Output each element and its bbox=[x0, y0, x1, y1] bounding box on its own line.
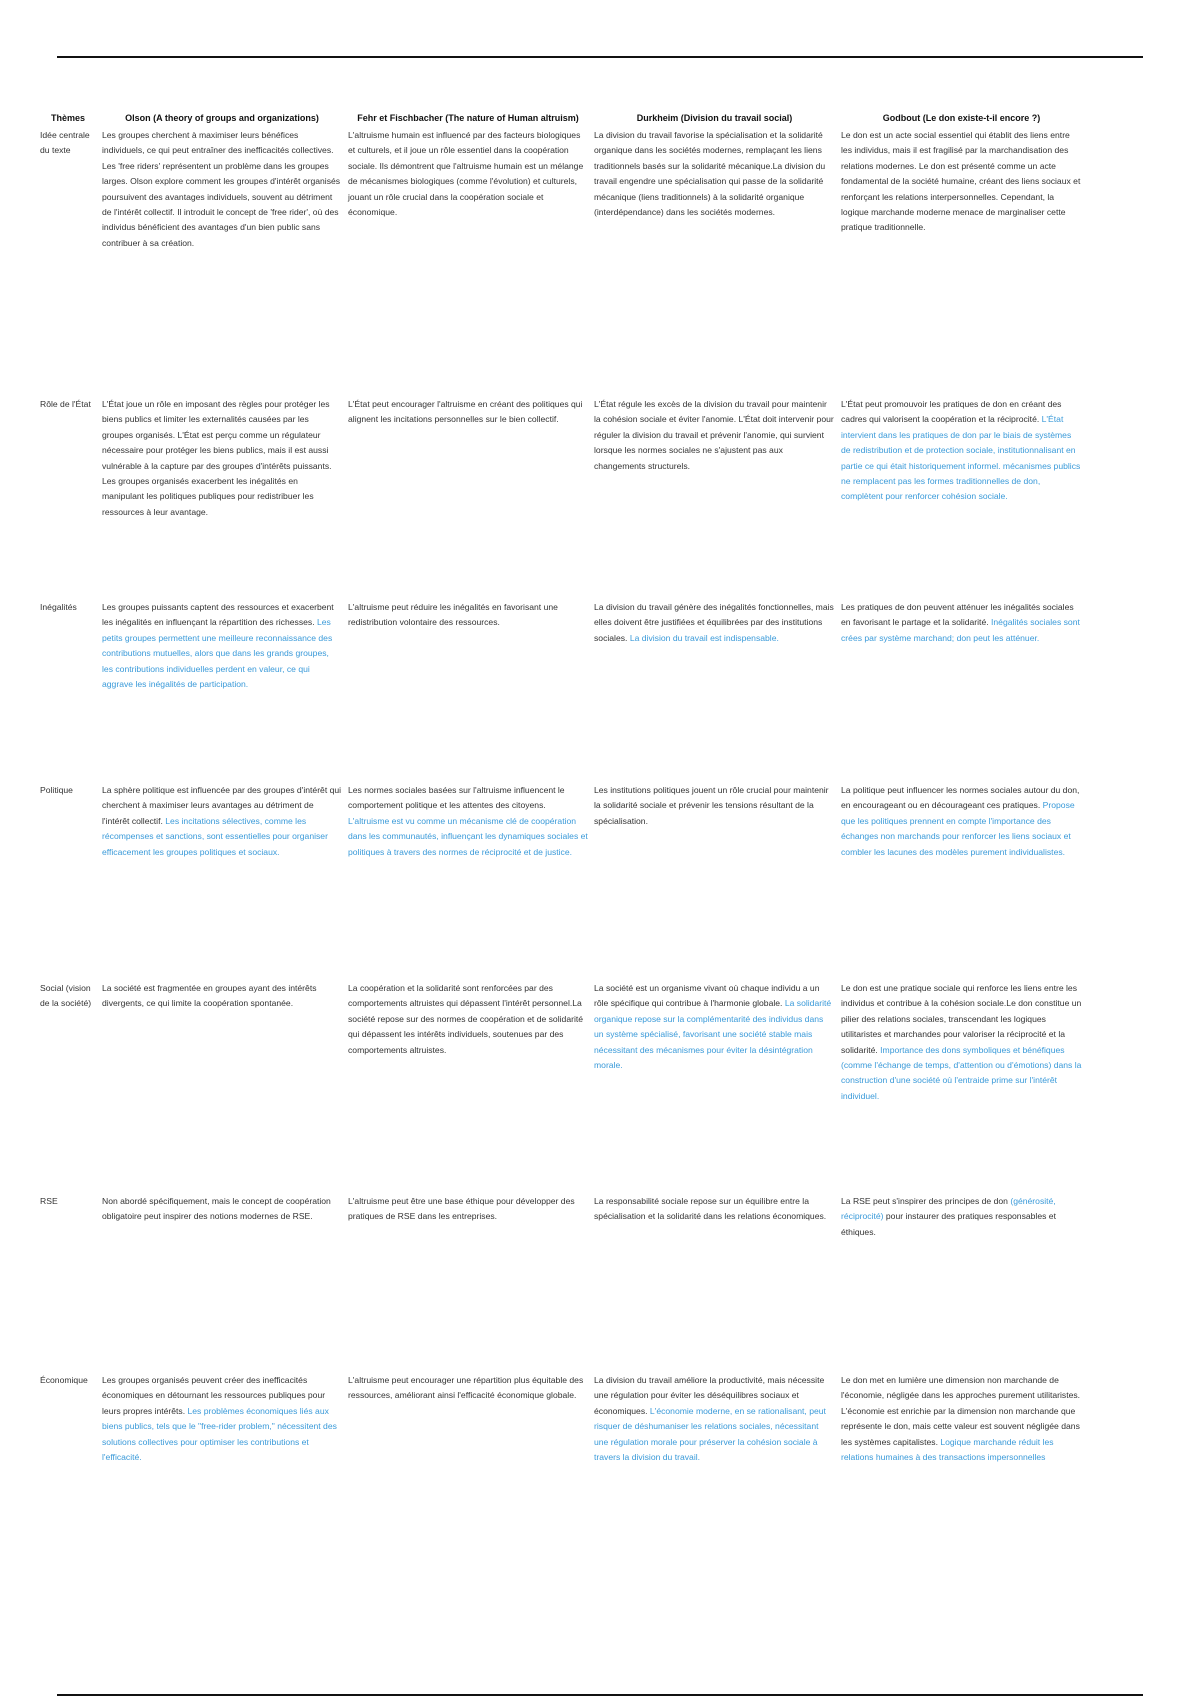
top-rule bbox=[57, 56, 1143, 58]
table-row bbox=[37, 600, 1085, 783]
godbout-cell bbox=[838, 981, 1085, 1194]
cell-text: L'altruisme peut encourager une répartition plus équitable des ressources, améliorant ainsi l'efficacité économique globale. bbox=[348, 1375, 584, 1401]
cell-text: L'État régule les excès de la division du travail pour maintenir la cohésion sociale et éviter l'anomie. L'État doit intervenir pour réguler la division du travail et prévenir l'anomie, qui survient lorsque les normes sociales ne s'ajustent pas aux changements structurels. bbox=[594, 399, 834, 471]
header-fehr: Fehr et Fischbacher (The nature of Human altruism) bbox=[357, 113, 579, 123]
theme-cell: Économique bbox=[40, 1375, 88, 1385]
cell-note: La solidarité organique repose sur la complémentarité des individus dans un système spécialisé, favorisant une société stable mais nécessitant des mécanismes pour éviter la désintégration morale. bbox=[594, 998, 832, 1071]
cell-note: Les problèmes économiques liés aux biens publics, tels que le "free-rider problem," nécessitent des solutions collectives pour optimiser les contributions et l'efficacité. bbox=[102, 1405, 337, 1463]
cell-text: Le don est une pratique sociale qui renforce les liens entre les individus et contribue à la cohésion sociale.Le don constitue un pilier des relations sociales, transcendant les logiques utilitaristes et marchandes pour valoriser la réciprocité et la solidarité. bbox=[841, 983, 1082, 1055]
durkheim-cell bbox=[591, 1194, 838, 1373]
cell-note: L'économie moderne, en se rationalisant, peut risquer de déshumaniser les relations sociales, nécessitant une régulation morale pour préserver la cohésion sociale à travers la division du travail. bbox=[594, 1405, 826, 1463]
godbout-cell bbox=[838, 397, 1085, 600]
cell-tail: pour instaurer des pratiques responsables et éthiques. bbox=[841, 1211, 1056, 1237]
fehr-cell bbox=[345, 1194, 591, 1373]
cell-note: Les petits groupes permettent une meilleure reconnaissance des contributions mutuelles, alors que dans les grands groupes, les contributions individuelles perdent en valeur, ce qui aggrave les inégalités de participation. bbox=[102, 617, 333, 690]
godbout-cell bbox=[838, 1373, 1085, 1543]
cell-text: Non abordé spécifiquement, mais le concept de coopération obligatoire peut inspirer des notions modernes de RSE. bbox=[102, 1196, 331, 1222]
godbout-cell bbox=[838, 600, 1085, 783]
cell-text: L'État peut encourager l'altruisme en créant des politiques qui alignent les incitations personnelles sur le bien collectif. bbox=[348, 399, 583, 425]
cell-text: L'État peut promouvoir les pratiques de don en créant des cadres qui valorisent la coopération et la réciprocité. bbox=[841, 399, 1062, 425]
cell-text: Les institutions politiques jouent un rôle crucial pour maintenir la solidarité sociale et prévenir les tensions résultant de la spécialisation. bbox=[594, 785, 829, 826]
fehr-cell bbox=[345, 397, 591, 600]
table-row bbox=[37, 1373, 1085, 1543]
table-row bbox=[37, 397, 1085, 600]
theme-cell: Rôle de l'État bbox=[40, 399, 91, 409]
header-godbout: Godbout (Le don existe-t-il encore ?) bbox=[882, 113, 1041, 123]
cell-note: L'État intervient dans les pratiques de don par le biais de systèmes de redistribution et de protection sociale, institutionnalisant en partie ce qui était historiquement informel. mécanismes publics ne remplacent pas les formes traditionnelles de don, complètent pour renforcer cohésion sociale. bbox=[841, 414, 1081, 502]
table-row bbox=[37, 981, 1085, 1194]
cell-note: L'altruisme est vu comme un mécanisme clé de coopération dans les communautés, influençant les dynamiques sociales et politiques à travers des normes de réciprocité et de justice. bbox=[348, 815, 588, 857]
cell-text: La division du travail favorise la spécialisation et la solidarité organique dans les sociétés modernes, remplaçant les liens traditionnels basés sur la solidarité mécanique.La division du travail engendre une spécialisation qui passe de la solidarité mécanique (liens traditionnels) à la solidarité organique (interdépendance) dans les sociétés modernes. bbox=[594, 130, 826, 218]
cell-text: La responsabilité sociale repose sur un équilibre entre la spécialisation et la solidarité dans les relations économiques. bbox=[594, 1196, 827, 1222]
fehr-cell bbox=[345, 600, 591, 783]
cell-text: L'altruisme peut réduire les inégalités en favorisant une redistribution volontaire des ressources. bbox=[348, 602, 558, 628]
header-themes: Thèmes bbox=[50, 113, 85, 123]
olson-cell bbox=[99, 1373, 345, 1543]
durkheim-cell bbox=[591, 1373, 838, 1543]
header-row bbox=[37, 112, 1085, 128]
olson-cell bbox=[99, 128, 345, 397]
cell-note: Inégalités sociales sont crées par système marchand; don peut les atténuer. bbox=[841, 617, 1080, 643]
theme-cell: RSE bbox=[40, 1196, 58, 1206]
cell-text: Le don met en lumière une dimension non marchande de l'économie, négligée dans les approches purement utilitaristes. L'économie est enrichie par la dimension non marchande que représente le don, mais cette valeur est souvent négligée dans les systèmes capitalistes. bbox=[841, 1375, 1081, 1447]
table-row bbox=[37, 128, 1085, 397]
cell-text: Les groupes cherchent à maximiser leurs bénéfices individuels, ce qui peut entraîner des inefficacités collectives. Les 'free riders' représentent un problème dans les groupes larges. Olson explore comment les groupes d'intérêt organisés poursuivent des avantages individuels, souvent au détriment de l'intérêt collectif. Il introduit le concept de 'free rider', où des individus bénéficient des avantages d'un bien public sans contribuer à sa création. bbox=[102, 130, 341, 248]
olson-cell bbox=[99, 600, 345, 783]
cell-note: La division du travail est indispensable. bbox=[629, 632, 779, 643]
cell-text: Les normes sociales basées sur l'altruisme influencent le comportement politique et les attentes des citoyens. bbox=[348, 785, 565, 811]
header-durkheim: Durkheim (Division du travail social) bbox=[636, 113, 793, 123]
fehr-cell bbox=[345, 128, 591, 397]
cell-note: Importance des dons symboliques et bénéfiques (comme l'échange de temps, d'attention ou d'émotions) dans la construction d'une société où l'entraide prime sur l'intérêt individuel. bbox=[841, 1044, 1082, 1101]
cell-note: Logique marchande réduit les relations humaines à des transactions impersonnelles bbox=[841, 1436, 1054, 1463]
durkheim-cell bbox=[591, 600, 838, 783]
godbout-cell bbox=[838, 128, 1085, 397]
cell-note: Propose que les politiques prennent en compte l'importance des échanges non marchands pour renforcer les liens sociaux et combler les lacunes des modèles purement individualistes. bbox=[841, 800, 1075, 857]
godbout-cell bbox=[838, 1194, 1085, 1373]
cell-text: La politique peut influencer les normes sociales autour du don, en encourageant ou en décourageant ces pratiques. bbox=[841, 785, 1080, 811]
comparison-table bbox=[37, 112, 1085, 1543]
godbout-cell bbox=[838, 783, 1085, 981]
durkheim-cell bbox=[591, 128, 838, 397]
cell-note: Les incitations sélectives, comme les récompenses et sanctions, sont essentielles pour organiser efficacement les groupes politiques et sociaux. bbox=[102, 815, 328, 857]
durkheim-cell bbox=[591, 783, 838, 981]
cell-text: L'altruisme peut être une base éthique pour développer des pratiques de RSE dans les entreprises. bbox=[348, 1196, 575, 1222]
cell-text: La division du travail améliore la productivité, mais nécessite une régulation pour éviter les déséquilibres sociaux et économiques. bbox=[594, 1375, 825, 1416]
cell-text: La société est fragmentée en groupes ayant des intérêts divergents, ce qui limite la coopération spontanée. bbox=[102, 983, 317, 1009]
cell-text: L'altruisme humain est influencé par des facteurs biologiques et culturels, et il joue un rôle essentiel dans la coopération sociale. Ils démontrent que l'altruisme humain est un mélange de mécanismes biologiques (comme l'évolution) et culturels, jouant un rôle crucial dans la coopération sociale et économique. bbox=[348, 130, 584, 218]
theme-cell: Politique bbox=[40, 785, 73, 795]
cell-text: La division du travail génère des inégalités fonctionnelles, mais elles doivent être justifiées et équilibrées par des institutions sociales. bbox=[594, 602, 834, 643]
cell-text: Les groupes puissants captent des ressources et exacerbent les inégalités en influençant la répartition des richesses. bbox=[102, 602, 334, 628]
cell-text: La RSE peut s'inspirer des principes de don bbox=[841, 1196, 1011, 1206]
cell-text: Les groupes organisés peuvent créer des inefficacités économiques en détournant les ressources publiques pour leurs propres intérêts. bbox=[102, 1375, 326, 1416]
cell-note: (générosité, réciprocité) bbox=[841, 1196, 1056, 1222]
table-row bbox=[37, 1194, 1085, 1373]
theme-cell: Inégalités bbox=[40, 602, 77, 612]
header-olson: Olson (A theory of groups and organizations) bbox=[125, 113, 319, 123]
fehr-cell bbox=[345, 1373, 591, 1543]
olson-cell bbox=[99, 1194, 345, 1373]
cell-text: La société est un organisme vivant où chaque individu a un rôle spécifique qui contribue à l'harmonie globale. bbox=[594, 983, 820, 1009]
cell-text: La sphère politique est influencée par des groupes d'intérêt qui cherchent à maximiser leurs avantages au détriment de l'intérêt collectif. bbox=[102, 785, 342, 826]
theme-cell: Idée centrale du texte bbox=[40, 130, 90, 156]
olson-cell bbox=[99, 397, 345, 600]
bottom-rule bbox=[57, 1694, 1143, 1696]
durkheim-cell bbox=[591, 981, 838, 1194]
cell-text: Les pratiques de don peuvent atténuer les inégalités sociales en favorisant le partage et la solidarité. bbox=[841, 602, 1074, 628]
table-row bbox=[37, 783, 1085, 981]
durkheim-cell bbox=[591, 397, 838, 600]
olson-cell bbox=[99, 783, 345, 981]
cell-text: L'État joue un rôle en imposant des règles pour protéger les biens publics et limiter les externalités causées par les groupes organisés. L'État est perçu comme un régulateur nécessaire pour protéger les biens publics, mais il est aussi vulnérable à la capture par des groupes d'intérêts puissants. Les groupes organisés exacerbent les inégalités en manipulant les politiques publiques pour redistribuer les ressources à leur avantage. bbox=[102, 399, 332, 517]
cell-text: Le don est un acte social essentiel qui établit des liens entre les individus, mais il est fragilisé par la marchandisation des relations modernes. Le don est présenté comme un acte fondamental de la société humaine, créant des liens sociaux et renforçant les relations interpersonnelles. Cependant, la logique marchande moderne menace de marginaliser cette pratique traditionnelle. bbox=[841, 130, 1081, 233]
theme-cell: Social (vision de la société) bbox=[40, 983, 92, 1009]
cell-text: La coopération et la solidarité sont renforcées par des comportements altruistes qui dépassent l'intérêt personnel.La société repose sur des normes de coopération et de solidarité qui dépassent les intérêts individuels, soutenues par des comportements altruistes. bbox=[348, 983, 584, 1055]
olson-cell bbox=[99, 981, 345, 1194]
fehr-cell bbox=[345, 981, 591, 1194]
fehr-cell bbox=[345, 783, 591, 981]
